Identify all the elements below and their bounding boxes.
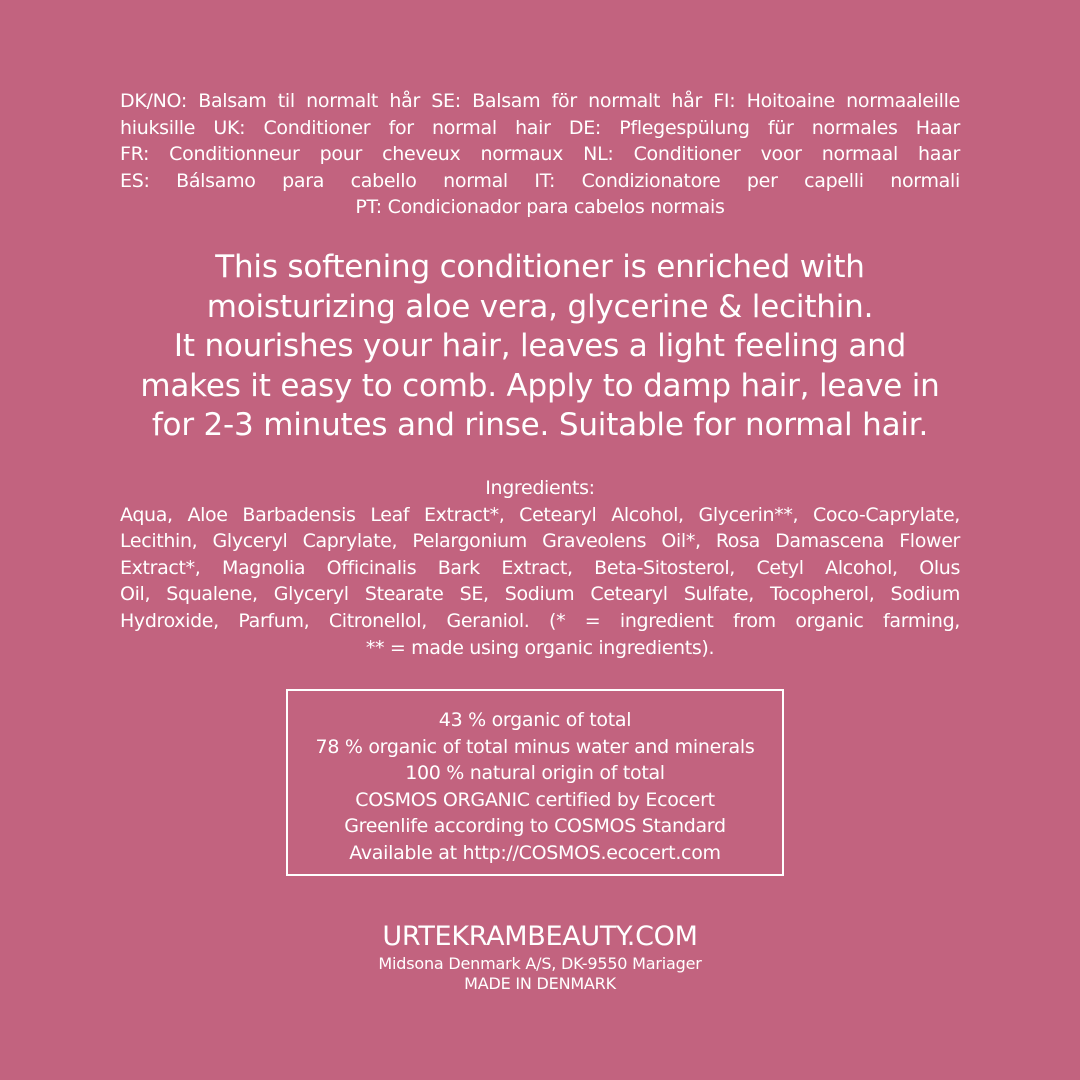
description-line: makes it easy to comb. Apply to damp hair, leave in: [140, 367, 940, 404]
ingredients-line: Hydroxide, Parfum, Citronellol, Geraniol. (* = ingredient from organic farming,: [120, 609, 960, 632]
product-description: [80, 248, 1000, 446]
footer: [200, 920, 880, 994]
ingredients-section: [120, 475, 960, 661]
product-name-translations: [120, 88, 960, 221]
certification-line: 100 % natural origin of total: [405, 762, 665, 785]
certification-line: COSMOS ORGANIC certified by Ecocert: [355, 788, 715, 811]
description-line: It nourishes your hair, leaves a light feeling and: [173, 328, 907, 364]
ingredients-line: Lecithin, Glyceryl Caprylate, Pelargonium Graveolens Oil*, Rosa Damascena Flower: [120, 530, 960, 553]
ingredients-line: Oil, Squalene, Glyceryl Stearate SE, Sodium Cetearyl Sulfate, Tocopherol, Sodium: [120, 583, 960, 606]
description-line: moisturizing aloe vera, glycerine & lecithin.: [206, 288, 874, 325]
ingredients-line: ** = made using organic ingredients).: [365, 636, 715, 659]
company-address: Midsona Denmark A/S, DK-9550 Mariager: [378, 954, 702, 973]
translation-line: ES: Bálsamo para cabello normal IT: Condizionatore per capelli normali: [120, 169, 960, 192]
description-line: for 2-3 minutes and rinse. Suitable for normal hair.: [151, 407, 929, 443]
certification-box: [286, 689, 784, 876]
translation-line: FR: Conditionneur pour cheveux normaux NL: Conditioner voor normaal haar: [120, 143, 960, 166]
translation-line: hiuksille UK: Conditioner for normal hair DE: Pflegespülung für normales Haar: [120, 116, 960, 139]
ingredients-line: Aqua, Aloe Barbadensis Leaf Extract*, Cetearyl Alcohol, Glycerin**, Coco-Caprylate,: [120, 503, 960, 526]
certification-line: Available at http://COSMOS.ecocert.com: [349, 841, 721, 864]
description-line: This softening conditioner is enriched with: [215, 249, 865, 285]
translation-line: DK/NO: Balsam til normalt hår SE: Balsam för normalt hår FI: Hoitoaine normaaleille: [120, 90, 960, 112]
certification-line: 43 % organic of total: [438, 709, 632, 731]
ingredients-line: Extract*, Magnolia Officinalis Bark Extract, Beta-Sitosterol, Cetyl Alcohol, Olus: [120, 556, 960, 579]
certification-line: 78 % organic of total minus water and minerals: [315, 735, 755, 758]
country-of-origin: MADE IN DENMARK: [464, 974, 616, 993]
ingredients-heading: Ingredients:: [485, 477, 595, 499]
website-url: URTEKRAMBEAUTY.COM: [382, 921, 698, 952]
translation-line: PT: Condicionador para cabelos normais: [355, 196, 725, 219]
certification-line: Greenlife according to COSMOS Standard: [344, 815, 726, 838]
